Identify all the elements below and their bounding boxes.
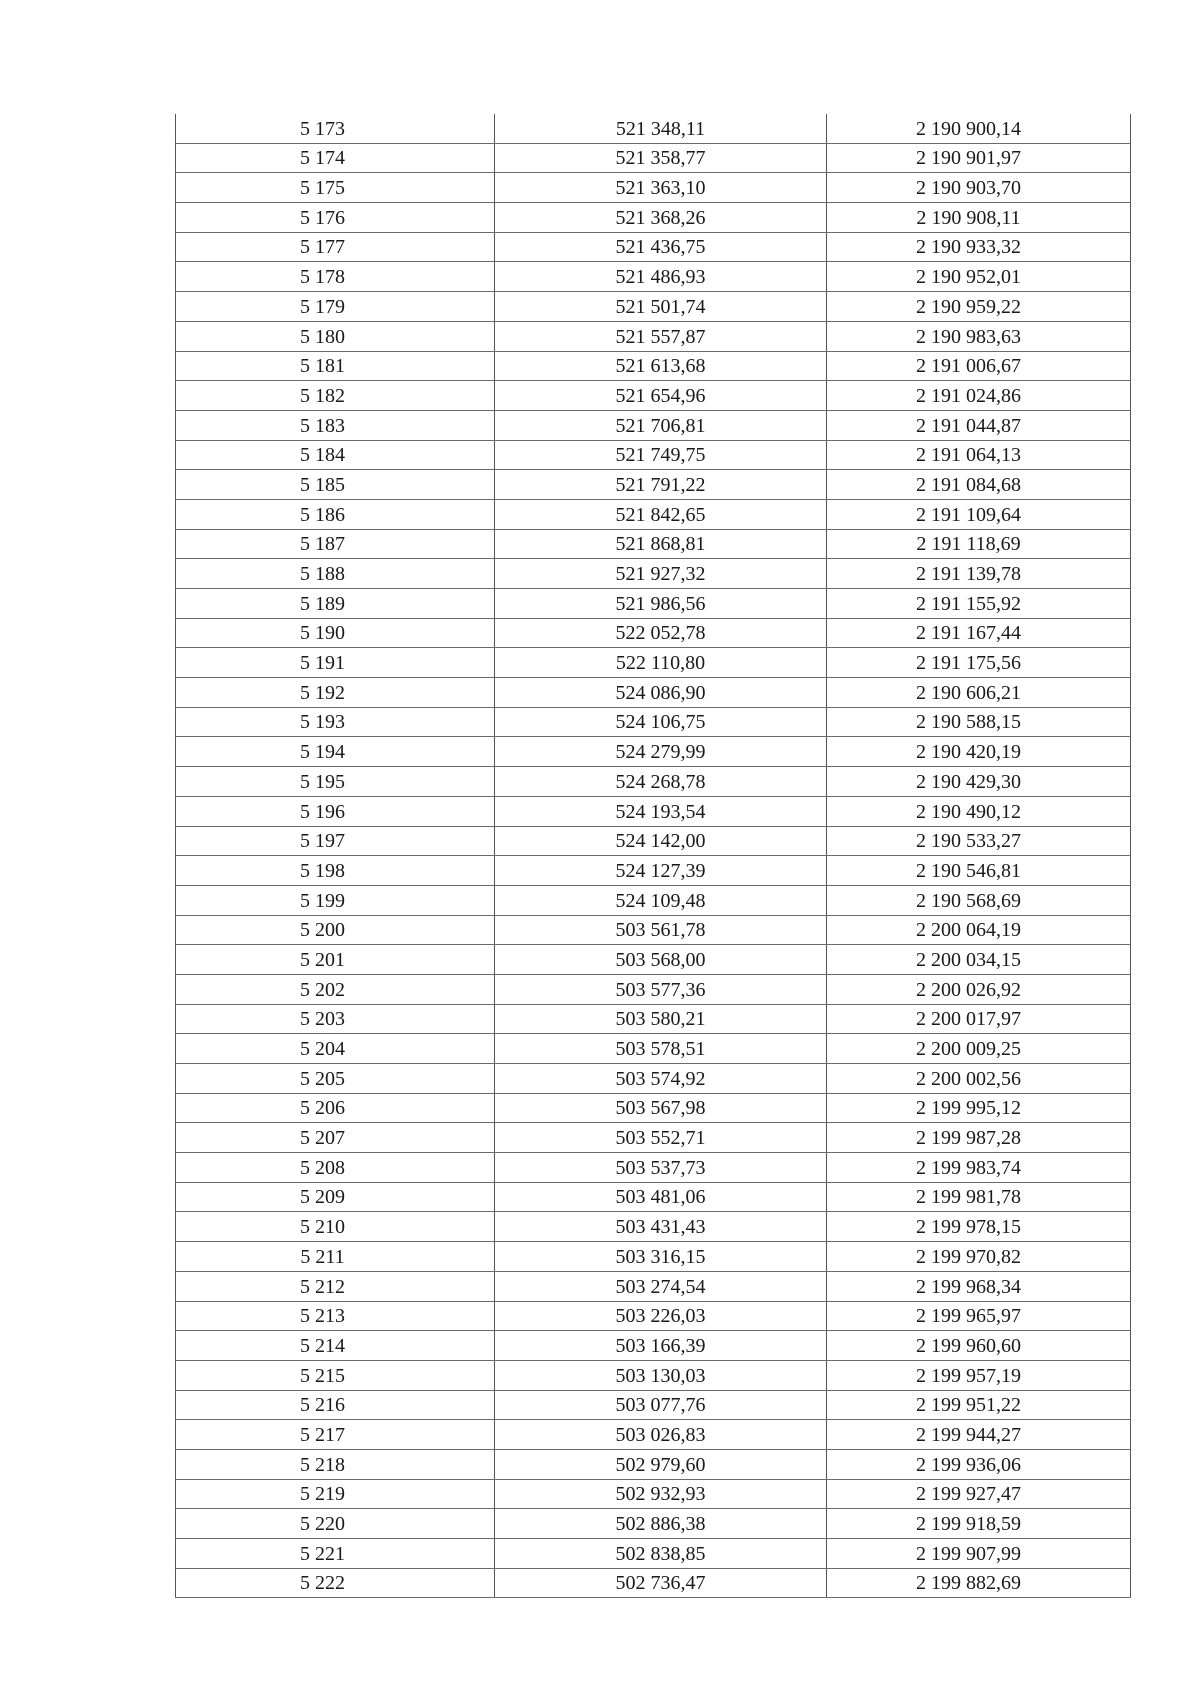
x-coordinate-cell: 521 842,65: [495, 499, 827, 529]
point-number-cell: 5 200: [176, 915, 495, 945]
x-coordinate-cell: 521 486,93: [495, 262, 827, 292]
y-coordinate-cell: 2 199 957,19: [827, 1360, 1131, 1390]
x-coordinate-cell: 503 580,21: [495, 1004, 827, 1034]
table-row: [176, 1153, 1131, 1183]
table-row: [176, 1064, 1131, 1094]
point-number-cell: 5 183: [176, 410, 495, 440]
y-coordinate-cell: 2 190 903,70: [827, 173, 1131, 203]
x-coordinate-cell: 521 868,81: [495, 529, 827, 559]
x-coordinate-cell: 524 193,54: [495, 796, 827, 826]
point-number-cell: 5 181: [176, 351, 495, 381]
point-number-cell: 5 197: [176, 826, 495, 856]
point-number-cell: 5 198: [176, 856, 495, 886]
y-coordinate-cell: 2 191 155,92: [827, 589, 1131, 619]
x-coordinate-cell: 521 363,10: [495, 173, 827, 203]
y-coordinate-cell: 2 191 084,68: [827, 470, 1131, 500]
y-coordinate-cell: 2 199 981,78: [827, 1182, 1131, 1212]
y-coordinate-cell: 2 190 959,22: [827, 292, 1131, 322]
table-row: [176, 885, 1131, 915]
point-number-cell: 5 208: [176, 1153, 495, 1183]
table-row: [176, 1479, 1131, 1509]
table-row: [176, 1242, 1131, 1272]
x-coordinate-cell: 502 932,93: [495, 1479, 827, 1509]
point-number-cell: 5 177: [176, 232, 495, 262]
y-coordinate-cell: 2 200 034,15: [827, 945, 1131, 975]
y-coordinate-cell: 2 199 936,06: [827, 1449, 1131, 1479]
table-row: [176, 945, 1131, 975]
point-number-cell: 5 215: [176, 1360, 495, 1390]
x-coordinate-cell: 524 106,75: [495, 707, 827, 737]
y-coordinate-cell: 2 199 965,97: [827, 1301, 1131, 1331]
point-number-cell: 5 193: [176, 707, 495, 737]
table-row: [176, 1568, 1131, 1598]
y-coordinate-cell: 2 199 983,74: [827, 1153, 1131, 1183]
y-coordinate-cell: 2 199 882,69: [827, 1568, 1131, 1598]
point-number-cell: 5 219: [176, 1479, 495, 1509]
y-coordinate-cell: 2 199 927,47: [827, 1479, 1131, 1509]
x-coordinate-cell: 521 706,81: [495, 410, 827, 440]
point-number-cell: 5 209: [176, 1182, 495, 1212]
x-coordinate-cell: 503 568,00: [495, 945, 827, 975]
y-coordinate-cell: 2 190 933,32: [827, 232, 1131, 262]
table-row: [176, 1360, 1131, 1390]
table-row: [176, 559, 1131, 589]
coordinates-table: [175, 114, 1131, 1598]
x-coordinate-cell: 521 986,56: [495, 589, 827, 619]
y-coordinate-cell: 2 190 908,11: [827, 203, 1131, 233]
point-number-cell: 5 189: [176, 589, 495, 619]
point-number-cell: 5 216: [176, 1390, 495, 1420]
x-coordinate-cell: 524 109,48: [495, 885, 827, 915]
table-row: [176, 203, 1131, 233]
table-row: [176, 351, 1131, 381]
table-row: [176, 410, 1131, 440]
x-coordinate-cell: 524 142,00: [495, 826, 827, 856]
y-coordinate-cell: 2 190 429,30: [827, 767, 1131, 797]
table-row: [176, 915, 1131, 945]
y-coordinate-cell: 2 190 901,97: [827, 143, 1131, 173]
y-coordinate-cell: 2 199 995,12: [827, 1093, 1131, 1123]
x-coordinate-cell: 521 348,11: [495, 114, 827, 143]
y-coordinate-cell: 2 191 167,44: [827, 618, 1131, 648]
table-row: [176, 648, 1131, 678]
x-coordinate-cell: 524 086,90: [495, 678, 827, 708]
x-coordinate-cell: 521 654,96: [495, 381, 827, 411]
y-coordinate-cell: 2 191 044,87: [827, 410, 1131, 440]
x-coordinate-cell: 524 127,39: [495, 856, 827, 886]
table-row: [176, 707, 1131, 737]
table-row: [176, 737, 1131, 767]
x-coordinate-cell: 521 613,68: [495, 351, 827, 381]
point-number-cell: 5 178: [176, 262, 495, 292]
table-row: [176, 440, 1131, 470]
x-coordinate-cell: 503 077,76: [495, 1390, 827, 1420]
table-row: [176, 826, 1131, 856]
y-coordinate-cell: 2 199 907,99: [827, 1539, 1131, 1569]
point-number-cell: 5 210: [176, 1212, 495, 1242]
point-number-cell: 5 214: [176, 1331, 495, 1361]
table-row: [176, 1123, 1131, 1153]
y-coordinate-cell: 2 191 109,64: [827, 499, 1131, 529]
point-number-cell: 5 211: [176, 1242, 495, 1272]
table-row: [176, 292, 1131, 322]
x-coordinate-cell: 521 927,32: [495, 559, 827, 589]
table-row: [176, 974, 1131, 1004]
y-coordinate-cell: 2 190 533,27: [827, 826, 1131, 856]
x-coordinate-cell: 502 736,47: [495, 1568, 827, 1598]
y-coordinate-cell: 2 190 588,15: [827, 707, 1131, 737]
table-row: [176, 678, 1131, 708]
y-coordinate-cell: 2 191 064,13: [827, 440, 1131, 470]
y-coordinate-cell: 2 199 944,27: [827, 1420, 1131, 1450]
table-row: [176, 767, 1131, 797]
x-coordinate-cell: 503 316,15: [495, 1242, 827, 1272]
point-number-cell: 5 213: [176, 1301, 495, 1331]
table-row: [176, 173, 1131, 203]
point-number-cell: 5 206: [176, 1093, 495, 1123]
x-coordinate-cell: 503 026,83: [495, 1420, 827, 1450]
y-coordinate-cell: 2 190 490,12: [827, 796, 1131, 826]
point-number-cell: 5 180: [176, 321, 495, 351]
point-number-cell: 5 173: [176, 114, 495, 143]
table-row: [176, 499, 1131, 529]
table-row: [176, 381, 1131, 411]
x-coordinate-cell: 503 552,71: [495, 1123, 827, 1153]
y-coordinate-cell: 2 191 006,67: [827, 351, 1131, 381]
y-coordinate-cell: 2 200 002,56: [827, 1064, 1131, 1094]
table-row: [176, 1420, 1131, 1450]
point-number-cell: 5 191: [176, 648, 495, 678]
x-coordinate-cell: 524 268,78: [495, 767, 827, 797]
point-number-cell: 5 182: [176, 381, 495, 411]
table-row: [176, 114, 1131, 143]
table-row: [176, 1301, 1131, 1331]
table-row: [176, 1271, 1131, 1301]
table-row: [176, 470, 1131, 500]
point-number-cell: 5 202: [176, 974, 495, 1004]
table-row: [176, 1093, 1131, 1123]
x-coordinate-cell: 503 481,06: [495, 1182, 827, 1212]
y-coordinate-cell: 2 190 900,14: [827, 114, 1131, 143]
x-coordinate-cell: 503 130,03: [495, 1360, 827, 1390]
x-coordinate-cell: 503 578,51: [495, 1034, 827, 1064]
point-number-cell: 5 192: [176, 678, 495, 708]
y-coordinate-cell: 2 199 970,82: [827, 1242, 1131, 1272]
table-row: [176, 1182, 1131, 1212]
point-number-cell: 5 187: [176, 529, 495, 559]
y-coordinate-cell: 2 199 968,34: [827, 1271, 1131, 1301]
point-number-cell: 5 222: [176, 1568, 495, 1598]
y-coordinate-cell: 2 199 987,28: [827, 1123, 1131, 1153]
x-coordinate-cell: 502 886,38: [495, 1509, 827, 1539]
x-coordinate-cell: 521 501,74: [495, 292, 827, 322]
x-coordinate-cell: 503 574,92: [495, 1064, 827, 1094]
point-number-cell: 5 195: [176, 767, 495, 797]
y-coordinate-cell: 2 190 606,21: [827, 678, 1131, 708]
x-coordinate-cell: 524 279,99: [495, 737, 827, 767]
point-number-cell: 5 196: [176, 796, 495, 826]
point-number-cell: 5 201: [176, 945, 495, 975]
x-coordinate-cell: 503 537,73: [495, 1153, 827, 1183]
y-coordinate-cell: 2 199 960,60: [827, 1331, 1131, 1361]
table-row: [176, 1449, 1131, 1479]
x-coordinate-cell: 503 577,36: [495, 974, 827, 1004]
point-number-cell: 5 175: [176, 173, 495, 203]
y-coordinate-cell: 2 191 139,78: [827, 559, 1131, 589]
y-coordinate-cell: 2 199 951,22: [827, 1390, 1131, 1420]
point-number-cell: 5 188: [176, 559, 495, 589]
point-number-cell: 5 176: [176, 203, 495, 233]
y-coordinate-cell: 2 190 983,63: [827, 321, 1131, 351]
x-coordinate-cell: 503 561,78: [495, 915, 827, 945]
point-number-cell: 5 220: [176, 1509, 495, 1539]
table-row: [176, 232, 1131, 262]
y-coordinate-cell: 2 199 918,59: [827, 1509, 1131, 1539]
table-row: [176, 1331, 1131, 1361]
table-row: [176, 529, 1131, 559]
x-coordinate-cell: 502 979,60: [495, 1449, 827, 1479]
coordinates-table-body: [176, 114, 1131, 1598]
point-number-cell: 5 174: [176, 143, 495, 173]
table-row: [176, 856, 1131, 886]
x-coordinate-cell: 521 436,75: [495, 232, 827, 262]
y-coordinate-cell: 2 200 009,25: [827, 1034, 1131, 1064]
table-row: [176, 1390, 1131, 1420]
point-number-cell: 5 207: [176, 1123, 495, 1153]
point-number-cell: 5 221: [176, 1539, 495, 1569]
table-row: [176, 589, 1131, 619]
y-coordinate-cell: 2 191 118,69: [827, 529, 1131, 559]
point-number-cell: 5 199: [176, 885, 495, 915]
y-coordinate-cell: 2 200 026,92: [827, 974, 1131, 1004]
point-number-cell: 5 203: [176, 1004, 495, 1034]
x-coordinate-cell: 522 110,80: [495, 648, 827, 678]
table-row: [176, 1034, 1131, 1064]
y-coordinate-cell: 2 200 064,19: [827, 915, 1131, 945]
x-coordinate-cell: 522 052,78: [495, 618, 827, 648]
point-number-cell: 5 179: [176, 292, 495, 322]
x-coordinate-cell: 521 749,75: [495, 440, 827, 470]
x-coordinate-cell: 503 431,43: [495, 1212, 827, 1242]
x-coordinate-cell: 521 368,26: [495, 203, 827, 233]
table-row: [176, 618, 1131, 648]
x-coordinate-cell: 503 166,39: [495, 1331, 827, 1361]
y-coordinate-cell: 2 191 175,56: [827, 648, 1131, 678]
point-number-cell: 5 185: [176, 470, 495, 500]
table-row: [176, 143, 1131, 173]
table-row: [176, 262, 1131, 292]
table-row: [176, 796, 1131, 826]
point-number-cell: 5 212: [176, 1271, 495, 1301]
point-number-cell: 5 217: [176, 1420, 495, 1450]
x-coordinate-cell: 503 226,03: [495, 1301, 827, 1331]
table-row: [176, 1539, 1131, 1569]
table-row: [176, 1509, 1131, 1539]
y-coordinate-cell: 2 190 546,81: [827, 856, 1131, 886]
point-number-cell: 5 205: [176, 1064, 495, 1094]
point-number-cell: 5 218: [176, 1449, 495, 1479]
y-coordinate-cell: 2 190 420,19: [827, 737, 1131, 767]
x-coordinate-cell: 502 838,85: [495, 1539, 827, 1569]
table-row: [176, 321, 1131, 351]
table-row: [176, 1004, 1131, 1034]
x-coordinate-cell: 521 557,87: [495, 321, 827, 351]
y-coordinate-cell: 2 190 568,69: [827, 885, 1131, 915]
y-coordinate-cell: 2 199 978,15: [827, 1212, 1131, 1242]
point-number-cell: 5 186: [176, 499, 495, 529]
y-coordinate-cell: 2 200 017,97: [827, 1004, 1131, 1034]
table-row: [176, 1212, 1131, 1242]
y-coordinate-cell: 2 190 952,01: [827, 262, 1131, 292]
point-number-cell: 5 204: [176, 1034, 495, 1064]
point-number-cell: 5 194: [176, 737, 495, 767]
x-coordinate-cell: 503 567,98: [495, 1093, 827, 1123]
x-coordinate-cell: 521 791,22: [495, 470, 827, 500]
x-coordinate-cell: 503 274,54: [495, 1271, 827, 1301]
x-coordinate-cell: 521 358,77: [495, 143, 827, 173]
point-number-cell: 5 184: [176, 440, 495, 470]
point-number-cell: 5 190: [176, 618, 495, 648]
y-coordinate-cell: 2 191 024,86: [827, 381, 1131, 411]
